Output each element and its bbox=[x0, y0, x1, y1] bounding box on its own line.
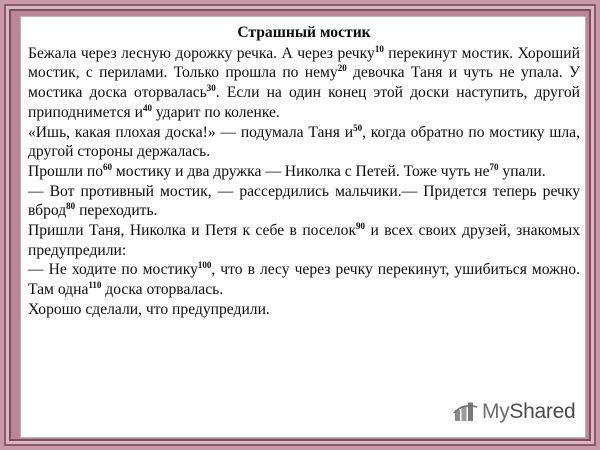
word-count-marker: 40 bbox=[142, 102, 152, 113]
word-count-marker: 100 bbox=[197, 260, 212, 271]
paragraph bbox=[28, 162, 580, 182]
word-count-marker: 50 bbox=[353, 122, 363, 133]
word-count-marker: 60 bbox=[103, 161, 113, 172]
paragraph-text: «Ишь, какая плохая доска!» — подумала Таня и bbox=[28, 123, 354, 141]
paragraph-text: перекинут мостик. Хороший мостик, с перилами. Только прошла по нему bbox=[28, 44, 580, 82]
watermark-logo bbox=[453, 398, 575, 426]
watermark-text bbox=[482, 400, 575, 424]
paragraph-text: девочка Таня и чуть не упала. У мостика доска оторвалась bbox=[28, 64, 580, 102]
paragraph-text: Бежала через лесную дорожку речка. А через речку bbox=[28, 44, 375, 62]
slide-frame bbox=[4, 4, 596, 446]
paragraph-text: переходить. bbox=[75, 202, 158, 220]
document-title: Страшный мостик bbox=[237, 24, 371, 41]
paragraph bbox=[28, 260, 580, 299]
paragraph bbox=[28, 44, 580, 123]
word-count-marker: 90 bbox=[356, 221, 366, 232]
paragraph bbox=[28, 221, 580, 260]
paragraph-text: — Вот противный мостик, — рассердились мальчики.— Придется теперь речку вброд bbox=[28, 182, 580, 220]
document-content bbox=[28, 23, 580, 320]
paragraph-text: и всех своих друзей, знакомых предупредили: bbox=[28, 222, 580, 259]
paragraph-text: доска оторвалась. bbox=[101, 281, 224, 299]
paragraph-text: мостику и два дружка — Николка с Петей. Тоже чуть не bbox=[112, 162, 490, 180]
word-count-marker: 30 bbox=[206, 83, 216, 94]
document-body bbox=[28, 44, 580, 320]
paragraph bbox=[28, 300, 580, 320]
paragraph-text: Хорошо сделали, что предупредили. bbox=[28, 300, 270, 318]
paragraph-text: , что в лесу через речку перекинут, ушибиться можно. Там одна bbox=[28, 261, 580, 299]
paragraph bbox=[28, 182, 580, 221]
word-count-marker: 110 bbox=[88, 280, 102, 291]
paragraph bbox=[28, 123, 580, 162]
word-count-marker: 10 bbox=[374, 43, 384, 54]
paragraph-text: — Не ходите по мостику bbox=[28, 261, 198, 279]
paragraph-text: , когда обратно по мостику шла, другой стороны держалась. bbox=[28, 123, 580, 161]
paragraph-text: ударит по коленке. bbox=[151, 103, 280, 121]
paragraph-text: . Если на один конец этой доски наступить, другой приподнимется и bbox=[28, 84, 580, 121]
myshared-logo-icon bbox=[453, 401, 479, 423]
document-sheet bbox=[20, 16, 586, 438]
paragraph-text: Прошли по bbox=[28, 162, 104, 180]
paragraph-text: Пришли Таня, Николка и Петя к себе в поселок bbox=[28, 222, 357, 240]
watermark-suffix: Shared bbox=[509, 400, 576, 423]
paragraph-text: упали. bbox=[498, 162, 546, 180]
word-count-marker: 80 bbox=[66, 201, 76, 212]
watermark-prefix: My bbox=[482, 400, 510, 423]
word-count-marker: 70 bbox=[489, 161, 499, 172]
word-count-marker: 20 bbox=[337, 63, 347, 74]
